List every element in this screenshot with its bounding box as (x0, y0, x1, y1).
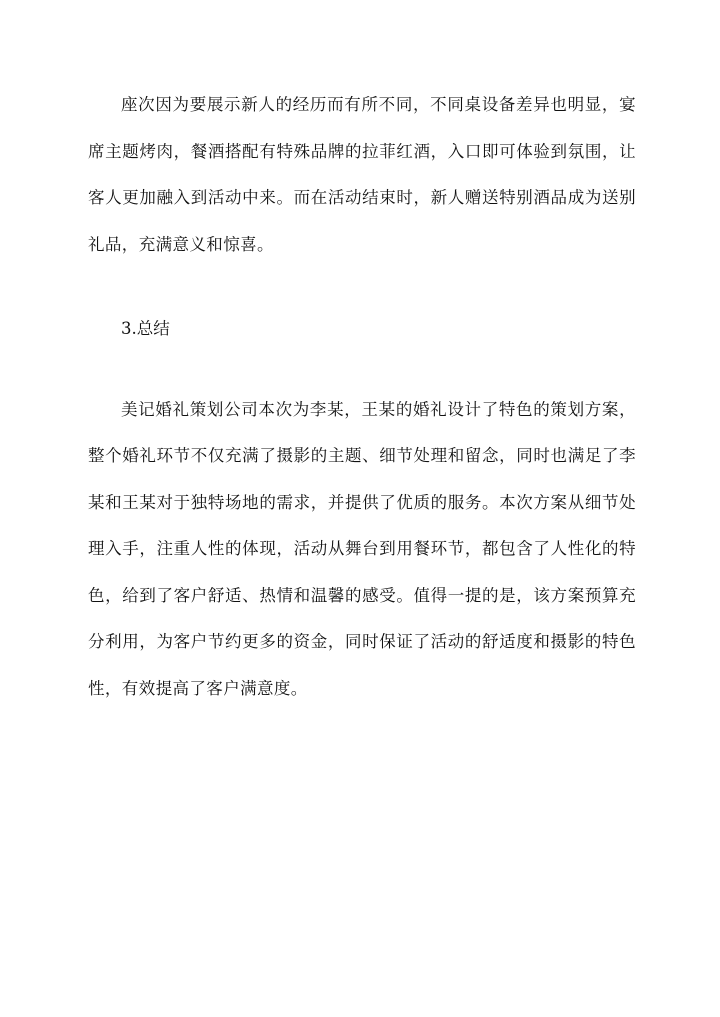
section-heading-summary: 3.总结 (121, 319, 170, 339)
document-body (88, 82, 636, 712)
paragraph-summary: 美记婚礼策划公司本次为李某，王某的婚礼设计了特色的策划方案，整个婚礼环节不仅充满了摄影的主题、细节处理和留念，同时也满足了李某和王某对于独特场地的需求，并提供了优质的服务。本次方案从细节处理入手，注重人性的体现，活动从舞台到用餐环节，都包含了人性化的特色，给到了客户舒适、热情和温馨的感受。值得一提的是，该方案预算充分利用，为客户节约更多的资金，同时保证了活动的舒适度和摄影的特色性，有效提高了客户满意度。 (88, 399, 636, 698)
paragraph-banquet-details: 座次因为要展示新人的经历而有所不同，不同桌设备差异也明显，宴席主题烤肉，餐酒搭配有特殊品牌的拉菲红酒，入口即可体验到氛围，让客人更加融入到活动中来。而在活动结束时，新人赠送特别酒品成为送别礼品，充满意义和惊喜。 (88, 95, 636, 254)
